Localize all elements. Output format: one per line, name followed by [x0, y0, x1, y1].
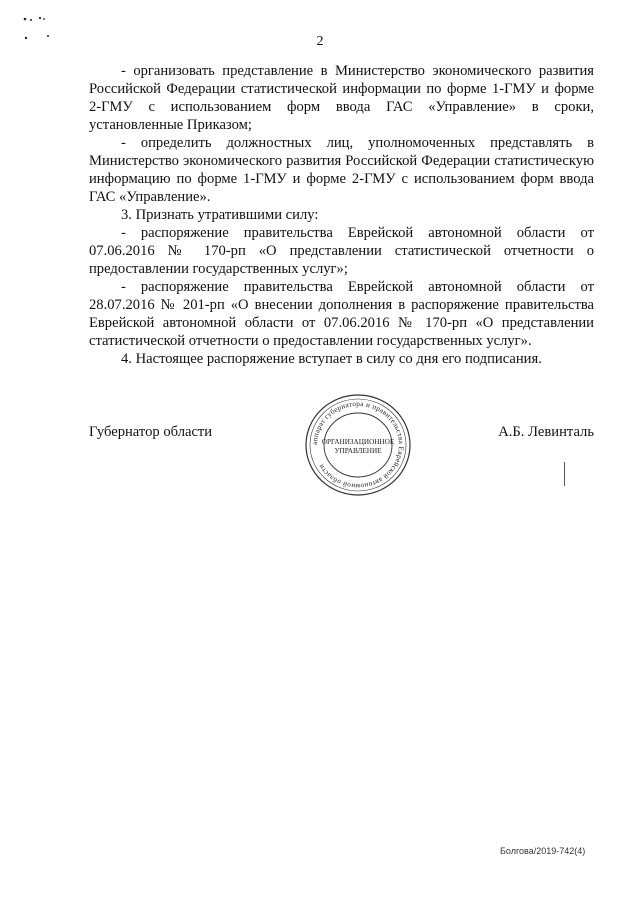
seal-center-line-1: ОРГАНИЗАЦИОННОЕ [321, 438, 395, 446]
seal-ring-text: аппарат губернатора и правительства Еврейской автономной области [310, 399, 406, 491]
paragraph: - определить должностных лиц, уполномоченных представлять в Министерство экономического развития Российской Федерации статистическую информацию по форме 1-ГМУ и форме 2-ГМУ с использованием форм ввода ГАС «Управление». [89, 135, 594, 205]
document-body [89, 62, 594, 368]
paragraph: - распоряжение правительства Еврейской автономной области от 28.07.2016 № 201-рп «О внесении дополнения в распоряжение правительства Еврейской автономной области от 07.06.2016 № 170-рп «О представлении статистической отчетности о предоставлении государственных услуг». [89, 279, 594, 349]
seal-center-line-2: УПРАВЛЕНИЕ [334, 447, 382, 455]
official-seal-stamp [298, 390, 418, 500]
page-number: 2 [316, 34, 324, 49]
paragraph: - распоряжение правительства Еврейской автономной области от 07.06.2016 № 170-рп «О представлении статистической отчетности о предоставлении государственных услуг»; [89, 225, 594, 277]
signatory-title: Губернатор области [89, 424, 213, 440]
paragraph: 3. Признать утратившими силу: [121, 207, 319, 223]
signature-mark [563, 462, 566, 486]
footer-reference-code: Болгова/2019-742(4) [500, 846, 586, 856]
signatory-name: А.Б. Левинталь [498, 424, 594, 440]
paragraph: - организовать представление в Министерство экономического развития Российской Федерации статистической информации по форме 1-ГМУ и форме 2-ГМУ с использованием форм ввода ГАС «Управление» в сроки, установленные Приказом; [89, 63, 594, 133]
paragraph: 4. Настоящее распоряжение вступает в силу со дня его подписания. [121, 351, 542, 367]
